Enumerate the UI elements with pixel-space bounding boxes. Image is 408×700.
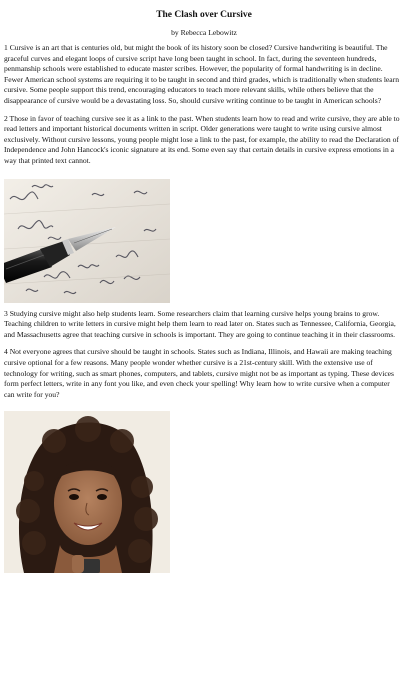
pen-photo <box>4 179 170 303</box>
article-author: by Rebecca Lebowitz <box>171 28 237 37</box>
paragraph-3: 3 Studying cursive might also help students learn. Some researchers claim that learning cursive helps young brains to grow. Teaching children to write letters in cursive might help them learn to read later on. States such as Tennessee, California, Georgia, and Massachusetts agree that teaching cursive in schools is important. They are going to continue teaching it in their classrooms. <box>4 308 396 339</box>
girl-photo <box>4 411 170 573</box>
article-title: The Clash over Cursive <box>156 10 252 20</box>
girl-portrait-illustration <box>4 411 170 573</box>
paragraph-2: 2 Those in favor of teaching cursive see it as a link to the past. When students learn how to read and write cursive, they are able to read letters and important historical documents written in script. Older generations were taught to write using cursive almost exclusively. Without cursive lessons, young people might lose a link to the past, for example, the ability to read the Declaration of Independence and John Hancock's iconic signature at its end. Some even say that certain details in cursive express emotions in a way that printed text cannot. <box>4 113 400 165</box>
paragraph-4: 4 Not everyone agrees that cursive should be taught in schools. States such as Indiana, Illinois, and Hawaii are making teaching cursive optional for a few reasons. Many people wonder whether cursive is a 21st-century skill. With the extensive use of technology for writing, such as smart phones, computers, and tablets, cursive might not be as important as typing. These devices form perfect letters, write in any font you like, and even check your spelling! Why learn how to write cursive when a computer can write for you? <box>4 347 395 399</box>
paragraph-1: 1 Cursive is an art that is centuries old, but might the book of its history soon be closed? Cursive handwriting is beautiful. The graceful curves and elegant loops of cursive script have long been taught in school. In fact, during the seventeen hundreds, penmanship schools were established to educate master scribes. However, the popularity of formal handwriting is in decline. Fewer American school systems are requiring it to be taught in second and third grades, which is traditionally when students learn cursive. Some people support this trend, encouraging educators to teach more relevant skills, while others believe that the disappearance of cursive would be a devastating loss. So, should cursive writing continue to be taught in American schools? <box>4 43 399 105</box>
fountain-pen-illustration <box>4 179 170 303</box>
